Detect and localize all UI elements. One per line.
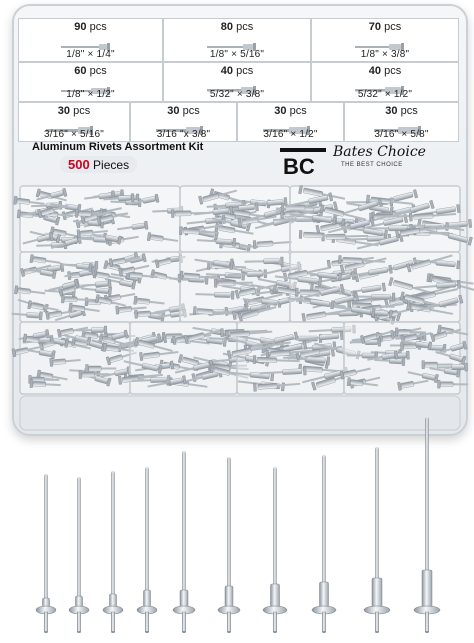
label-size: 5/32" × 3/8" bbox=[209, 89, 265, 100]
label-unit: pcs bbox=[89, 65, 107, 77]
svg-text:BC: BC bbox=[283, 154, 315, 178]
label-unit: pcs bbox=[236, 21, 254, 33]
kit-title-area bbox=[32, 141, 242, 183]
pieces-count: 500 bbox=[68, 157, 90, 172]
label-count: 30 bbox=[57, 105, 71, 117]
label-size: 3/16" × 1/2" bbox=[263, 129, 318, 140]
label-unit: pcs bbox=[384, 21, 402, 33]
label-count: 40 bbox=[220, 65, 234, 77]
rivet bbox=[218, 457, 240, 633]
label-size: 1/8" × 1/4" bbox=[66, 49, 115, 60]
rivet bbox=[414, 417, 440, 633]
size-label bbox=[344, 102, 459, 142]
label-unit: pcs bbox=[289, 105, 307, 117]
label-count: 30 bbox=[167, 105, 180, 117]
label-size: 1/8" × 3/8" bbox=[360, 49, 410, 60]
size-label bbox=[163, 62, 311, 102]
rivet bbox=[69, 477, 89, 633]
label-count: 40 bbox=[368, 65, 382, 77]
rivet bbox=[137, 467, 157, 633]
size-label bbox=[18, 102, 130, 142]
label-unit: pcs bbox=[400, 105, 418, 117]
rivet bbox=[364, 447, 390, 633]
kit-title: Aluminum Rivets Assortment Kit bbox=[32, 141, 204, 153]
size-label bbox=[237, 102, 344, 142]
rivet bbox=[263, 467, 287, 633]
label-unit: pcs bbox=[73, 105, 91, 117]
label-size: 1/8" × 1/2" bbox=[66, 89, 115, 100]
label-count: 60 bbox=[74, 65, 87, 77]
label-count: 30 bbox=[385, 105, 398, 117]
brand-tagline: THE BEST CHOICE bbox=[341, 162, 403, 168]
size-label bbox=[18, 62, 163, 102]
rivet bbox=[312, 455, 336, 633]
size-label bbox=[163, 18, 311, 62]
size-label bbox=[311, 18, 459, 62]
size-label bbox=[18, 18, 163, 62]
label-size: 5/32" × 1/2" bbox=[357, 89, 413, 100]
label-count: 30 bbox=[274, 105, 287, 117]
label-unit: pcs bbox=[236, 65, 254, 77]
brand-logo-icon bbox=[279, 144, 327, 178]
label-unit: pcs bbox=[89, 21, 107, 33]
label-count: 80 bbox=[220, 21, 234, 33]
size-label bbox=[130, 102, 237, 142]
label-unit: pcs bbox=[384, 65, 402, 77]
brand-block bbox=[275, 142, 465, 182]
label-count: 90 bbox=[74, 21, 87, 33]
label-unit: pcs bbox=[182, 105, 200, 117]
pieces-word: Pieces bbox=[93, 158, 130, 172]
label-size: 3/16" × 5/8" bbox=[374, 129, 429, 140]
label-size: 1/8" × 5/16" bbox=[209, 49, 265, 60]
brand-name: Bates Choice bbox=[333, 144, 426, 160]
label-size: 3/16 "x 3/8" bbox=[156, 129, 211, 140]
label-count: 70 bbox=[368, 21, 382, 33]
size-label bbox=[311, 62, 459, 102]
rivet bbox=[173, 451, 195, 633]
rivet bbox=[103, 471, 123, 633]
rivet bbox=[36, 474, 56, 633]
pieces-badge bbox=[60, 156, 137, 173]
label-size: 3/16" × 5/16" bbox=[43, 129, 105, 140]
